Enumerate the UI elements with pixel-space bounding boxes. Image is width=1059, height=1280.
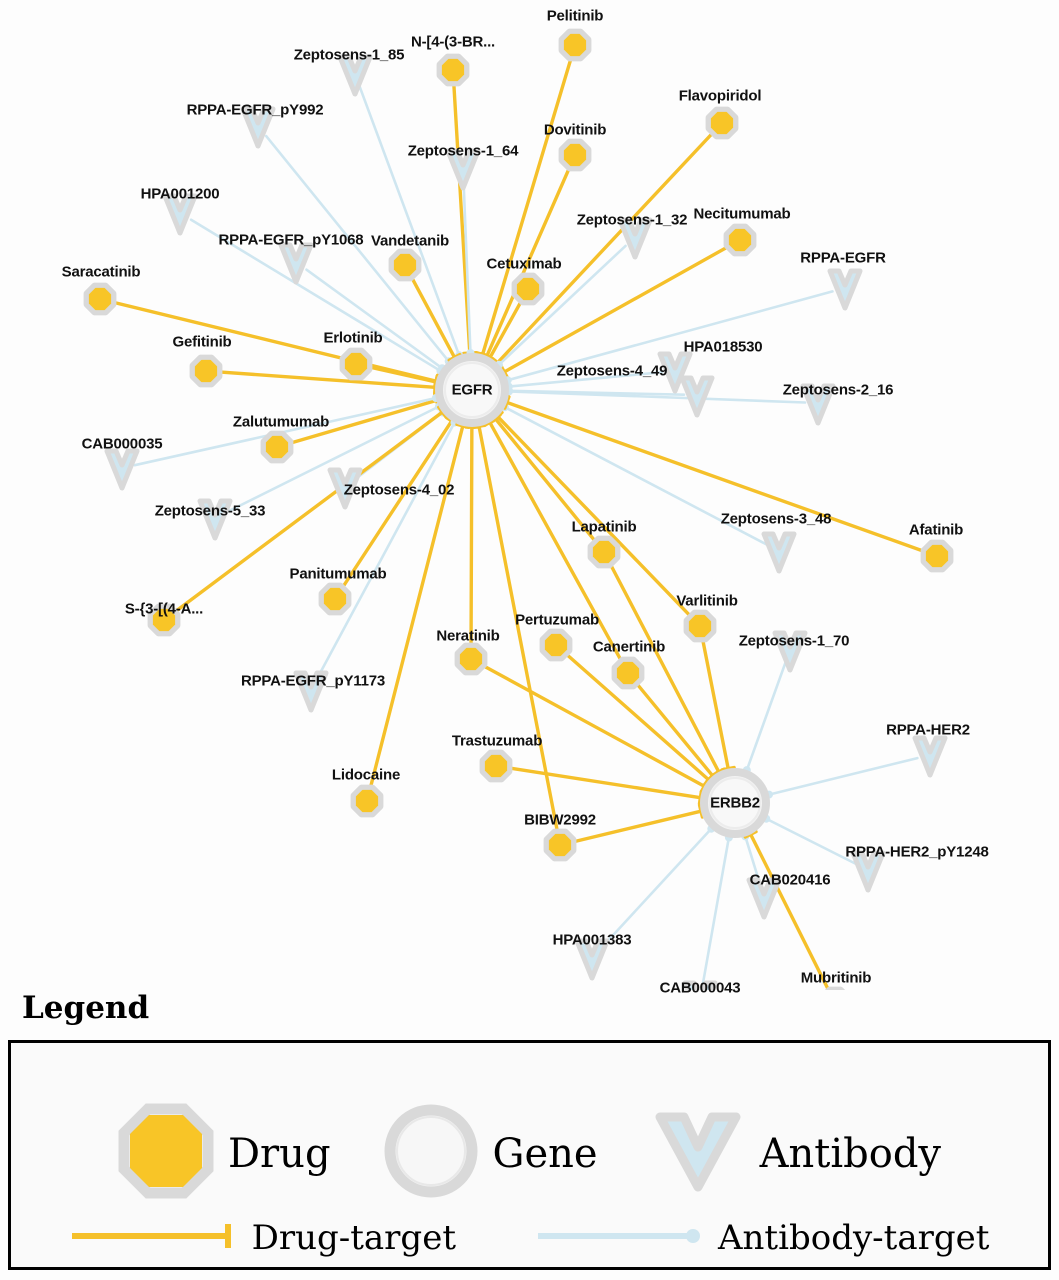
node-label-antibody: HPA001200 xyxy=(140,185,220,203)
node-label-drug: Vandetanib xyxy=(370,232,450,250)
node-label-antibody: Zeptosens-1_32 xyxy=(576,211,688,229)
legend-item-gene xyxy=(383,1103,598,1204)
node-label-antibody: Zeptosens-1_70 xyxy=(738,632,850,650)
legend-label-antibody-target: Antibody-target xyxy=(717,1218,990,1258)
node-label-drug: Zalutumumab xyxy=(232,413,330,431)
node-label-drug: S-{3-[(4-A... xyxy=(124,600,204,618)
node-label-antibody: RPPA-HER2 xyxy=(886,721,970,739)
drug-edge-icon xyxy=(70,1221,240,1256)
circle-icon xyxy=(383,1103,479,1204)
node-label-antibody: Zeptosens-4_49 xyxy=(556,362,668,380)
node-label-antibody: Zeptosens-4_02 xyxy=(343,481,455,499)
node-label-antibody: Zeptosens-1_85 xyxy=(293,46,405,64)
node-label-antibody: Zeptosens-2_16 xyxy=(782,381,894,399)
node-label-antibody: HPA001383 xyxy=(552,931,632,949)
legend-label-drug: Drug xyxy=(227,1130,331,1177)
legend-edge-row xyxy=(11,1218,1048,1258)
legend-title: Legend xyxy=(22,990,150,1026)
node-label-drug: Lidocaine xyxy=(331,766,401,784)
node-label-drug: Pelitinib xyxy=(546,7,604,25)
legend-item-drug-target xyxy=(70,1218,456,1258)
node-label-drug: N-[4-(3-BR... xyxy=(410,33,496,51)
gene-label: ERBB2 xyxy=(710,794,760,812)
node-label-antibody: RPPA-HER2_pY1248 xyxy=(845,843,989,861)
node-label-drug: Varlitinib xyxy=(676,592,738,610)
node-label-antibody: CAB020416 xyxy=(749,871,831,889)
node-label-antibody: RPPA-EGFR_pY1173 xyxy=(240,672,386,690)
legend-label-antibody: Antibody xyxy=(759,1130,942,1177)
node-label-drug: Gefitinib xyxy=(172,333,232,351)
octagon-icon xyxy=(118,1103,214,1204)
node-label-antibody: RPPA-EGFR_pY992 xyxy=(186,101,324,119)
node-label-drug: Necitumumab xyxy=(693,205,791,223)
node-label-antibody: RPPA-EGFR xyxy=(800,249,886,267)
node-label-drug: Mubritinib xyxy=(800,969,872,987)
node-label-antibody: Zeptosens-1_64 xyxy=(407,142,519,160)
node-label-drug: Afatinib xyxy=(908,521,964,539)
node-label-drug: Lapatinib xyxy=(571,518,637,536)
node-label-drug: Neratinib xyxy=(436,627,500,645)
node-label-drug: Pertuzumab xyxy=(515,611,599,629)
legend-box xyxy=(8,1040,1051,1270)
legend-item-antibody xyxy=(650,1103,941,1204)
node-label-drug: BIBW2992 xyxy=(524,811,596,829)
chevron-icon xyxy=(650,1103,746,1204)
node-label-drug: Flavopiridol xyxy=(678,87,762,105)
node-label-antibody: RPPA-EGFR_pY1068 xyxy=(218,231,364,249)
antibody-edge-icon xyxy=(536,1221,706,1256)
node-label-antibody: CAB000035 xyxy=(81,435,163,453)
legend-label-gene: Gene xyxy=(492,1130,598,1177)
legend-item-antibody-target xyxy=(536,1218,989,1258)
node-label-drug: Trastuzumab xyxy=(451,732,543,750)
node-label-antibody: Zeptosens-3_48 xyxy=(720,510,832,528)
node-label-drug: Dovitinib xyxy=(543,121,607,139)
node-label-drug: Saracatinib xyxy=(61,263,141,281)
node-label-drug: Erlotinib xyxy=(323,329,383,347)
node-label-antibody: HPA018530 xyxy=(683,338,763,356)
node-label-drug: Panitumumab xyxy=(289,565,387,583)
node-label-antibody: Zeptosens-5_33 xyxy=(154,502,266,520)
node-label-antibody: CAB000043 xyxy=(659,979,741,997)
node-label-drug: Canertinib xyxy=(592,638,666,656)
legend-shape-row xyxy=(11,1103,1048,1204)
gene-label: EGFR xyxy=(451,381,493,399)
node-label-drug: Cetuximab xyxy=(486,255,562,273)
legend-item-drug xyxy=(118,1103,331,1204)
legend-label-drug-target: Drug-target xyxy=(251,1218,456,1258)
